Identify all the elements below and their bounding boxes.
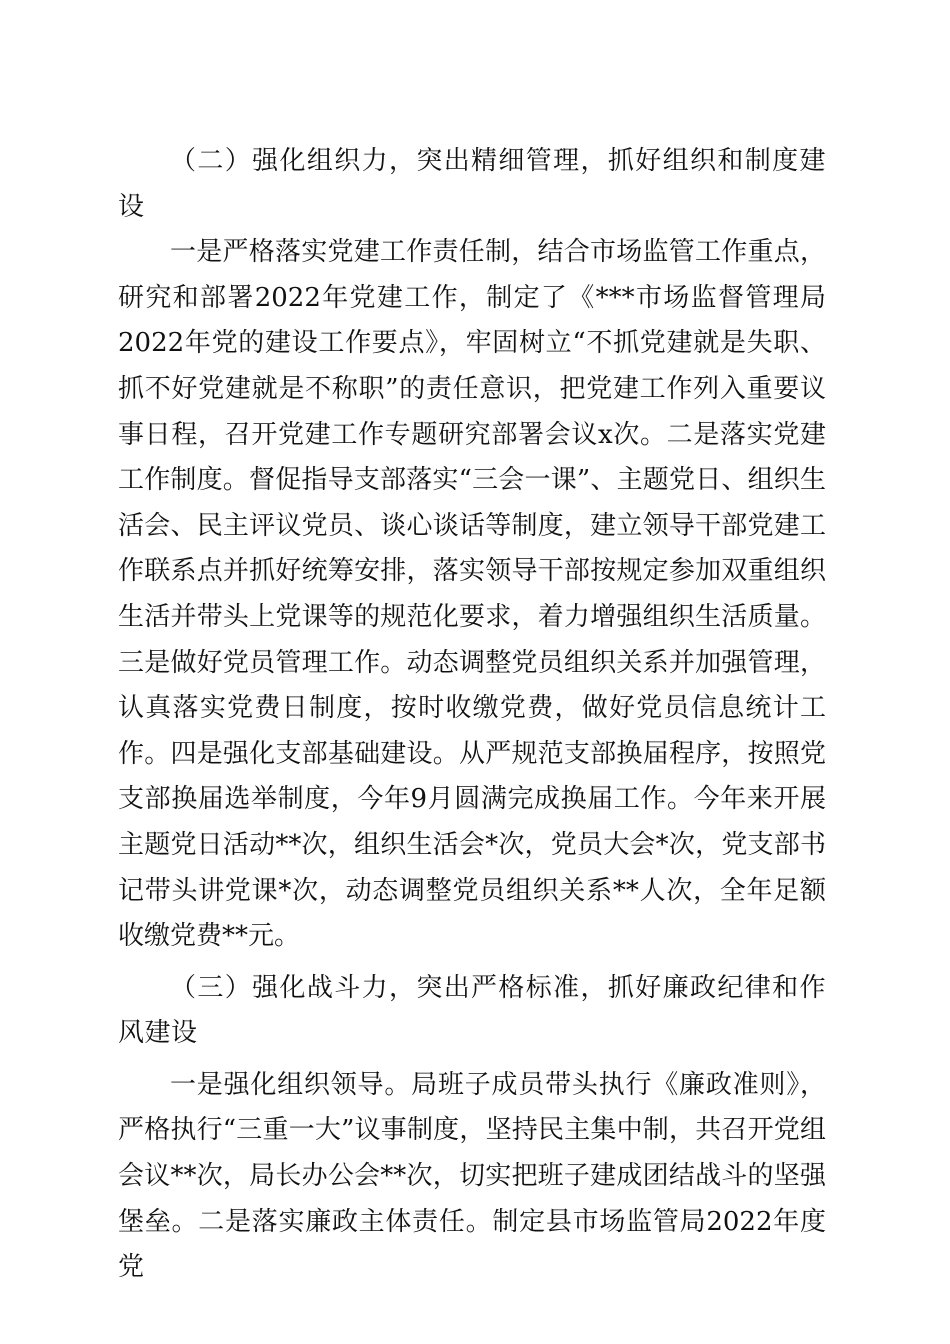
body-paragraph-2: 一是严格落实党建工作责任制，结合市场监管工作重点，研究和部署2022年党建工作，制定了《***市场监督管理局2022年党的建设工作要点》，牢固树立“不抓党建就是失职、抓不好党建就是不称职”的责任意识，把党建工作列入重要议事日程，召开党建工作专题研究部署会议x次。二是落实党建工作制度。督促指导支部落实“三会一课”、主题党日、组织生活会、民主评议党员、谈心谈话等制度，建立领导干部党建工作联系点并抓好统筹安排，落实领导干部按规定参加双重组织生活并带头上党课等的规范化要求，着力增强组织生活质量。三是做好党员管理工作。动态调整党员组织关系并加强管理，认真落实党费日制度，按时收缴党费，做好党员信息统计工作。四是强化支部基础建设。从严规范支部换届程序，按照党支部换届选举制度，今年9月圆满完成换届工作。今年来开展主题党日活动**次，组织生活会*次，党员大会*次，党支部书记带头讲党课*次，动态调整党员组织关系**人次，全年足额收缴党费**元。 <box>118 237 826 952</box>
section-heading-3: （三）强化战斗力，突出严格标准，抓好廉政纪律和作风建设 <box>118 972 826 1049</box>
document-body <box>118 139 826 1291</box>
section-heading-2: （二）强化组织力，突出精细管理，抓好组织和制度建设 <box>118 146 826 222</box>
body-paragraph-3: 一是强化组织领导。局班子成员带头执行《廉政准则》，严格执行“三重一大”议事制度，坚持民主集中制，共召开党组会议**次，局长办公会**次，切实把班子建成团结战斗的坚强堡垒。二是落实廉政主体责任。制定县市场监管局2022年度党 <box>118 1069 826 1283</box>
